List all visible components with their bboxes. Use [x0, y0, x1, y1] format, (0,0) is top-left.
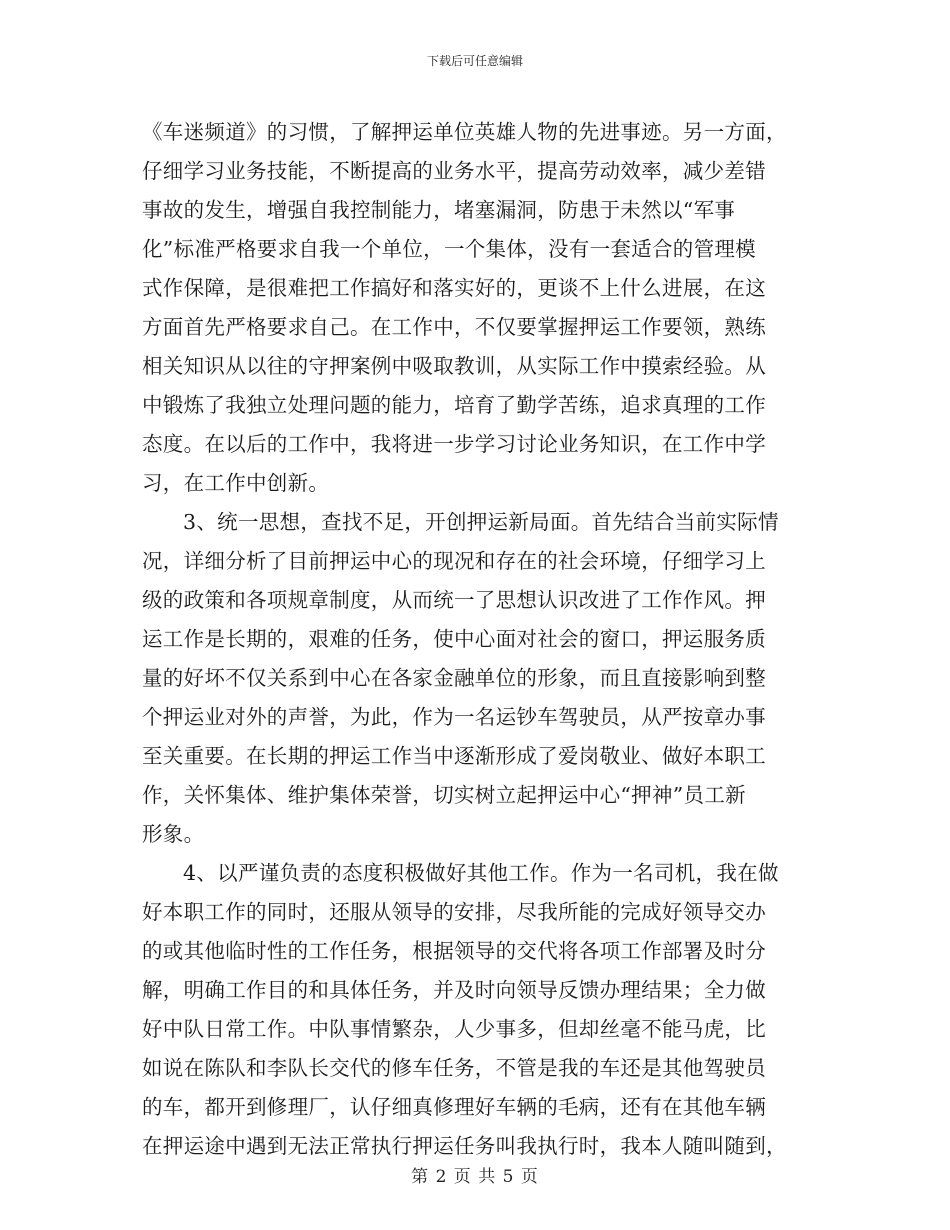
text-line: 方面首先严格要求自己。在工作中，不仅要掌握押运工作要领，熟练: [142, 315, 766, 339]
paragraph-3-first-line: 3、统一思想，查找不足，开创押运新局面。首先结合当前实际情: [183, 510, 779, 534]
text-line: 运工作是长期的，艰难的任务，使中心面对社会的窗口，押运服务质: [142, 627, 766, 651]
text-line: 况，详细分析了目前押运中心的现况和存在的社会环境，仔细学习上: [142, 549, 766, 573]
text-line: 相关知识从以往的守押案例中吸取教训，从实际工作中摸索经验。从: [142, 354, 766, 378]
text-line: 作，关怀集体、维护集体荣誉，切实树立起押运中心“押神”员工新: [142, 783, 746, 807]
text-line: 的或其他临时性的工作任务，根据领导的交代将各项工作部署及时分: [142, 939, 766, 963]
text-line: 好本职工作的同时，还服从领导的安排，尽我所能的完成好领导交办: [142, 900, 766, 924]
text-line: 好中队日常工作。中队事情繁杂，人少事多，但却丝毫不能马虎，比: [142, 1017, 766, 1041]
text-line: 《车迷频道》的习惯，了解押运单位英雄人物的先进事迹。另一方面，: [142, 120, 787, 144]
text-line: 形象。: [142, 822, 205, 846]
text-line: 级的政策和各项规章制度，从而统一了思想认识改进了工作作风。押: [142, 588, 766, 612]
text-line: 中锻炼了我独立处理问题的能力，培育了勤学苦练，追求真理的工作: [142, 393, 766, 417]
text-line: 个押运业对外的声誉，为此，作为一名运钞车驾驶员，从严按章办事: [142, 705, 766, 729]
text-line: 的车，都开到修理厂，认仔细真修理好车辆的毛病，还有在其他车辆: [142, 1095, 766, 1119]
text-line: 态度。在以后的工作中，我将进一步学习讨论业务知识，在工作中学: [142, 432, 766, 456]
text-line: 式作保障，是很难把工作搞好和落实好的，更谈不上什么进展，在这: [142, 276, 766, 300]
text-line: 如说在陈队和李队长交代的修车任务，不管是我的车还是其他驾驶员: [142, 1056, 766, 1080]
text-line: 化”标准严格要求自我一个单位，一个集体，没有一套适合的管理模: [142, 237, 756, 261]
text-line: 仔细学习业务技能，不断提高的业务水平，提高劳动效率，减少差错: [142, 159, 766, 183]
text-line: 事故的发生，增强自我控制能力，堵塞漏洞，防患于未然以“军事: [142, 198, 736, 222]
text-line: 解，明确工作目的和具体任务，并及时向领导反馈办理结果；全力做: [142, 978, 766, 1002]
body-text: [142, 113, 808, 1166]
page-number: 第 2 页 共 5 页: [411, 1167, 539, 1187]
text-line: 至关重要。在长期的押运工作当中逐渐形成了爱岗敬业、做好本职工: [142, 744, 766, 768]
text-line: 量的好坏不仅关系到中心在各家金融单位的形象，而且直接影响到整: [142, 666, 766, 690]
text-line: 在押运途中遇到无法正常执行押运任务叫我执行时，我本人随叫随到，: [142, 1134, 787, 1158]
paragraph-4-first-line: 4、以严谨负责的态度积极做好其他工作。作为一名司机，我在做: [183, 861, 779, 885]
text-line: 习，在工作中创新。: [142, 471, 330, 495]
header-note: 下载后可任意编辑: [426, 54, 523, 68]
